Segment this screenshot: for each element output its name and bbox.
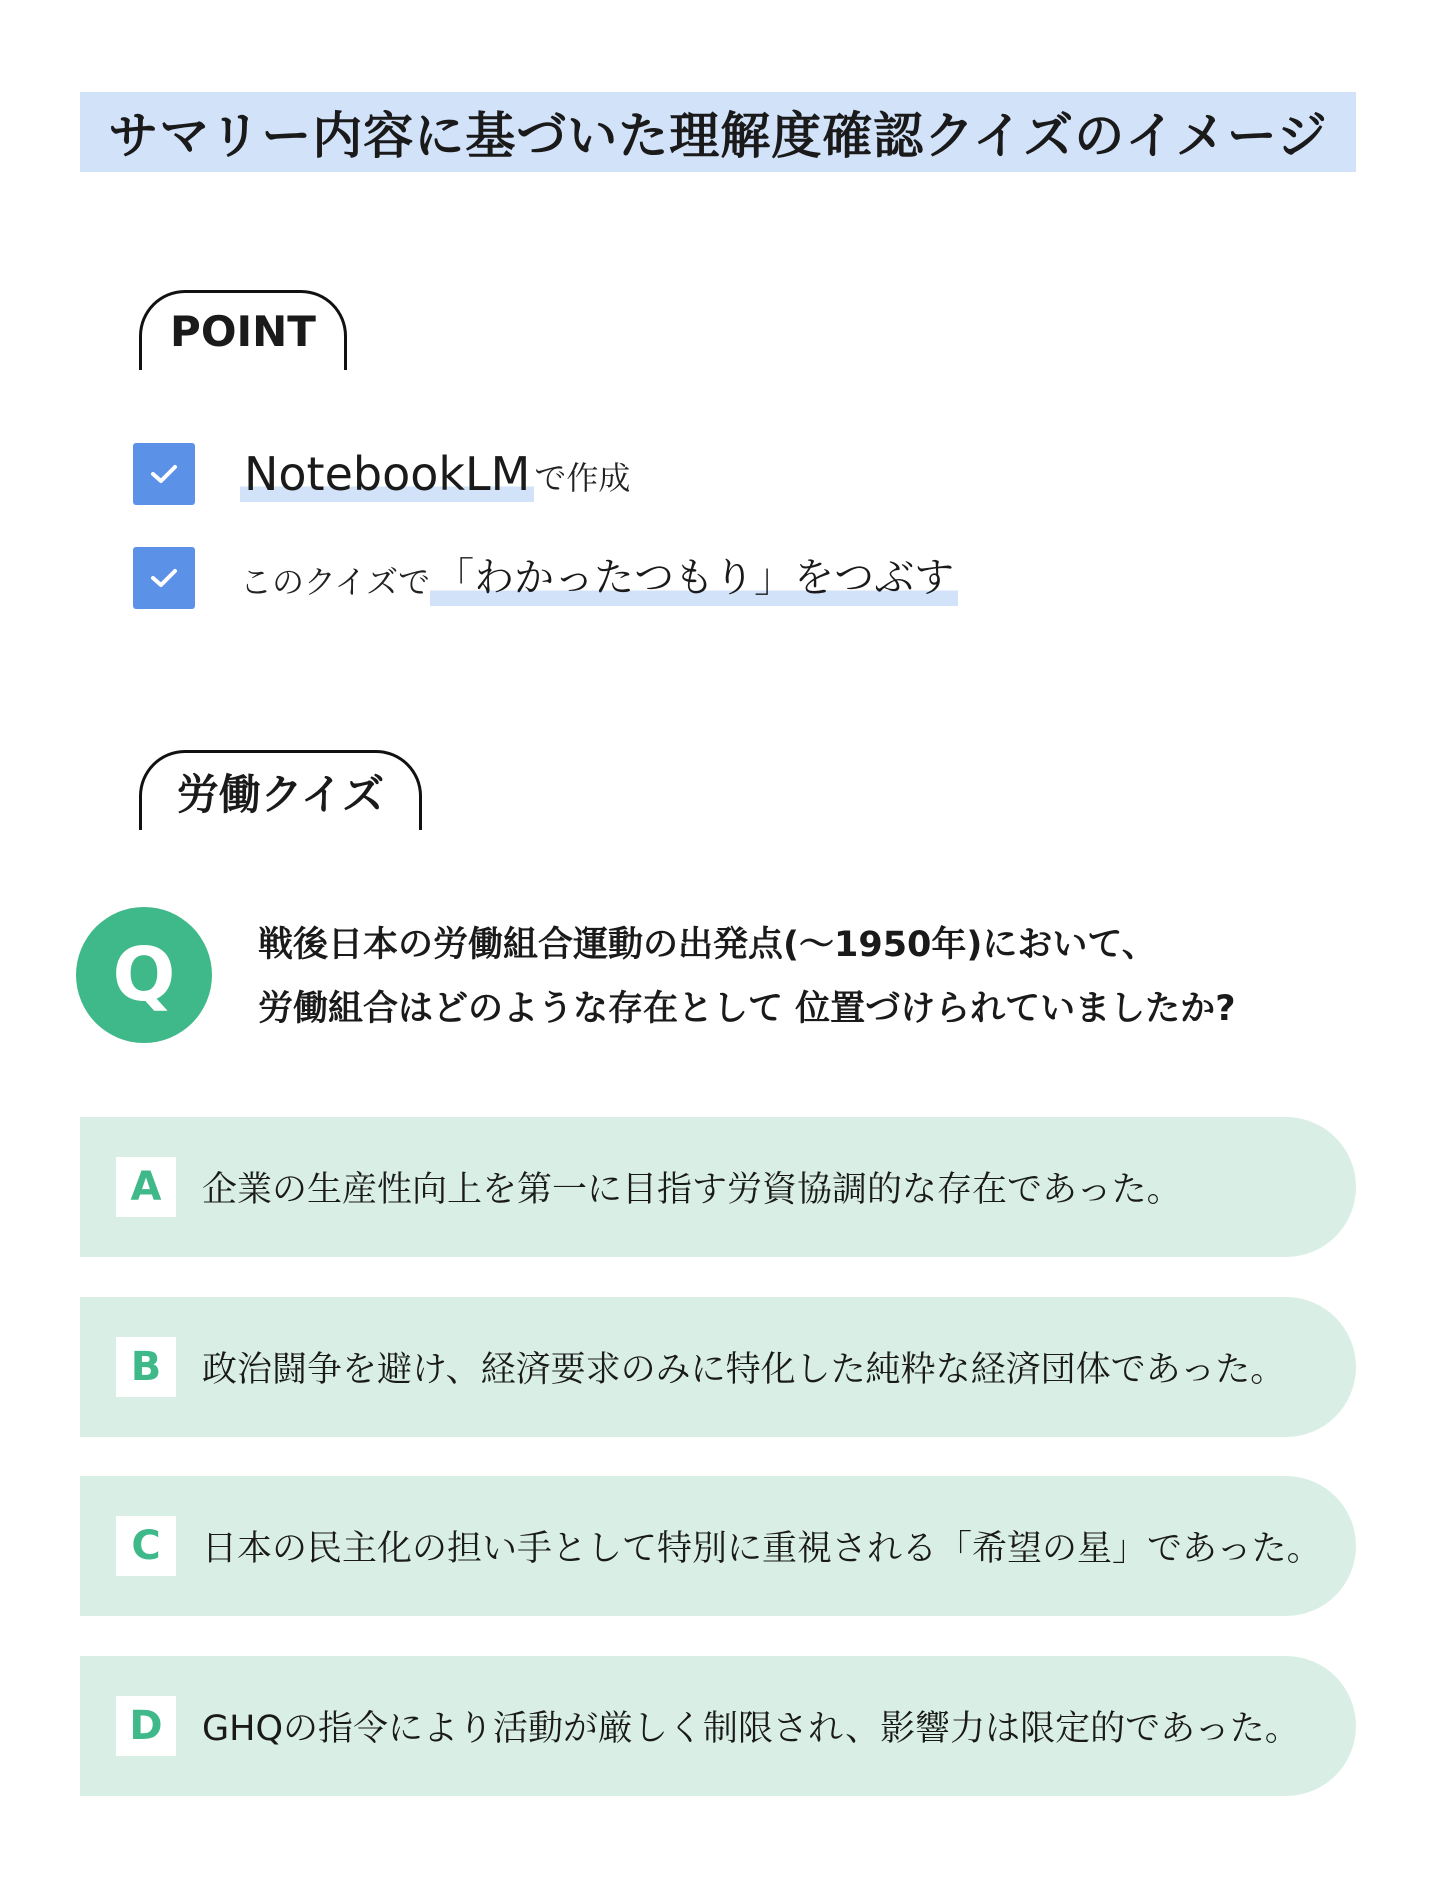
option-letter-box bbox=[116, 1696, 176, 1756]
option-text: GHQの指令により活動が厳しく制限され、影響力は限定的であった。 bbox=[202, 1709, 1300, 1749]
option-letter: C bbox=[131, 1523, 161, 1569]
title-banner bbox=[80, 92, 1356, 172]
question-line-2: 労働組合はどのような存在として 位置づけられていましたか? bbox=[258, 989, 1236, 1029]
point-highlight: NotebookLM bbox=[240, 446, 534, 502]
check-icon bbox=[149, 567, 179, 589]
option-text: 企業の生産性向上を第一に目指す労資協調的な存在であった。 bbox=[202, 1170, 1182, 1210]
option-letter-box bbox=[116, 1157, 176, 1217]
option-text: 日本の民主化の担い手として特別に重視される「希望の星」であった。 bbox=[202, 1529, 1322, 1569]
answer-option-a[interactable] bbox=[80, 1117, 1356, 1257]
checkbox-checked bbox=[133, 547, 195, 609]
point-item-2 bbox=[133, 547, 958, 609]
point-text: このクイズで bbox=[240, 563, 431, 601]
option-letter: D bbox=[129, 1703, 163, 1749]
point-tab bbox=[139, 290, 347, 370]
point-tab-label: POINT bbox=[170, 307, 316, 356]
option-letter-box bbox=[116, 1516, 176, 1576]
quiz-tab bbox=[139, 750, 422, 830]
answer-option-c[interactable] bbox=[80, 1476, 1356, 1616]
check-icon bbox=[149, 463, 179, 485]
question-text bbox=[258, 913, 1358, 1041]
point-item-1 bbox=[133, 443, 630, 505]
question-badge bbox=[76, 907, 212, 1043]
page-title: サマリー内容に基づいた理解度確認クイズのイメージ bbox=[108, 107, 1328, 165]
answer-option-d[interactable] bbox=[80, 1656, 1356, 1796]
quiz-tab-label: 労働クイズ bbox=[176, 769, 385, 819]
option-text: 政治闘争を避け、経済要求のみに特化した純粋な経済団体であった。 bbox=[202, 1350, 1286, 1390]
option-letter: A bbox=[130, 1164, 162, 1210]
point-highlight: 「わかったつもり」をつぶす bbox=[430, 550, 958, 606]
option-letter-box bbox=[116, 1337, 176, 1397]
point-text: で作成 bbox=[534, 459, 631, 497]
checkbox-checked bbox=[133, 443, 195, 505]
question-line-1: 戦後日本の労働組合運動の出発点(〜1950年)において、 bbox=[258, 925, 1157, 965]
question-letter: Q bbox=[112, 932, 176, 1018]
answer-option-b[interactable] bbox=[80, 1297, 1356, 1437]
option-letter: B bbox=[130, 1344, 162, 1390]
